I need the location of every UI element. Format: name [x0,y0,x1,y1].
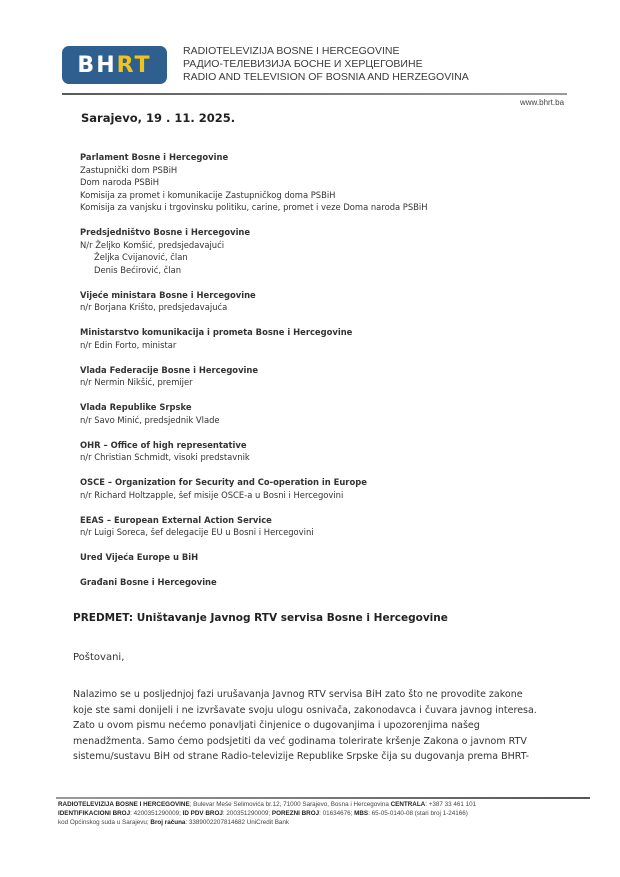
recipient-block [80,576,428,589]
body-line: Nalazimo se u posljednjoj fazi urušavanja Javnog RTV servisa BiH zato što ne provodite zakone [73,689,523,700]
logo-text-rt: RT [116,52,152,78]
recipient-line: Dom naroda PSBiH [80,177,160,187]
recipient-title: Parlament Bosne i Hercegovine [80,152,229,162]
footer-id-value: : 4200351290009; [130,809,183,817]
footer-central-label: CENTRALA [390,801,426,808]
recipient-line: Denis Bećirović, član [94,264,182,275]
footer-mbs-value: : 65-05-0140-08 (stari broj 1-24166) [368,809,468,817]
header-divider [62,93,567,95]
body-line: sistemu/sustavu BiH od strane Radio-televizije Republike Srpske čija su dugovanja prema BHRT- [73,751,530,762]
recipient-line: Zastupnički dom PSBiH [80,164,178,175]
recipient-line: n/r Richard Holtzapple, šef misije OSCE-a u Bosni i Hercegovini [80,489,344,500]
letter-subject: PREDMET: Uništavanje Javnog RTV servisa Bosne i Hercegovine [73,612,448,624]
recipient-block [80,551,428,564]
recipient-line: n/r Edin Forto, ministar [80,339,177,350]
recipient-block [80,401,428,426]
footer-line-3 [58,819,598,828]
recipient-title: OSCE – Organization for Security and Co-operation in Europe [80,477,367,487]
recipient-title: EEAS – European External Action Service [80,514,272,525]
body-line: menadžmenta. Samo ćemo podsjetiti da već godinama tolerirate kršenje Zakona o javnom RTV [73,735,527,747]
footer-tax-label: POREZNI BROJ [271,809,320,817]
recipient-title: Vlada Republike Srpske [80,402,192,412]
footer-id-label: IDENTIFIKACIONI BROJ [58,809,131,817]
recipient-block [80,364,428,389]
footer-org-name: RADIOTELEVIZIJA BOSNE I HERCEGOVINE [58,801,190,808]
recipient-line: Željka Cvijanović, član [94,252,188,262]
recipients-list [80,151,428,601]
recipient-block [80,226,428,276]
recipient-line: Komisija za vanjsku i trgovinsku politiku, carine, promet i veze Doma naroda PSBiH [80,202,428,212]
footer-account-label: Broj računa [150,818,186,826]
footer-line-1 [58,801,598,810]
letter-date: Sarajevo, 19 . 11. 2025. [81,111,236,125]
recipient-line: N/r Željko Komšić, predsjedavajući [80,239,225,250]
recipient-line: Komisija za promet i komunikacije Zastupničkog doma PSBiH [80,189,336,200]
recipient-line: n/r Nermin Nikšić, premijer [80,377,193,387]
recipient-block [80,326,428,351]
recipient-title: Ministarstvo komunikacija i prometa Bosne i Hercegovine [80,327,353,337]
letterhead [62,44,612,104]
footer-account-value: : 3389002207814682 UniCredit Bank [185,818,290,826]
recipient-block [80,289,428,314]
footer-tax-value: : 01634676; [319,809,355,817]
recipient-title: Građani Bosne i Hercegovine [80,577,217,587]
recipient-title: OHR – Office of high representative [80,439,247,450]
org-name-cyrillic: РАДИО-ТЕЛЕВИЗИЈА БОСНЕ И ХЕРЦЕГОВИНЕ [183,58,423,70]
recipient-block [80,439,428,464]
recipient-line: n/r Christian Schmidt, visoki predstavnik [80,452,250,462]
footer-pdv-label: ID PDV BROJ [182,809,223,817]
org-name-latin: RADIOTELEVIZIJA BOSNE I HERCEGOVINE [183,45,400,57]
letter-footer [58,801,598,827]
recipient-title: Vijeće ministara Bosne i Hercegovine [80,289,256,300]
footer-mbs-label: MBS [354,809,369,817]
recipient-title: Predsjedništvo Bosne i Hercegovine [80,227,251,237]
organization-name [183,45,469,84]
footer-line-2 [58,810,598,819]
recipient-line: n/r Luigi Soreca, šef delegacije EU u Bosni i Hercegovini [80,527,314,537]
body-line: koje ste sami donijeli i ne izvršavate svoju ulogu osnivača, zakonodavca i čuvara javnog interesa. [73,704,537,716]
org-name-english: RADIO AND TELEVISION OF BOSNIA AND HERZEGOVINA [183,71,469,83]
footer-pdv-value: : 200351290009; [222,809,272,817]
recipient-line: n/r Borjana Krišto, predsjedavajuća [80,302,228,312]
recipient-title: Vlada Federacije Bosne i Hercegovine [80,364,259,375]
bhrt-logo [62,46,167,84]
recipient-block [80,476,428,501]
footer-divider [56,797,590,799]
letter-body [73,687,593,765]
body-line: Zato u ovom pismu nećemo ponavljati činjenice o dugovanjima i upozorenjima našeg [73,720,480,731]
recipient-block [80,151,428,214]
recipient-line: n/r Savo Minić, predsjednik Vlade [80,414,220,425]
footer-court: kod Općinskog suda u Sarajevu; [58,818,151,826]
footer-phone: : +387 33 461 101 [425,801,477,808]
logo-text-bh: BH [77,52,117,78]
letter-greeting: Poštovani, [73,652,125,663]
footer-address: ; Bulevar Meše Selimovića br.12, 71000 Sarajevo, Bosna i Hercegovina [189,801,391,808]
recipient-block [80,514,428,539]
website-link[interactable]: www.bhrt.ba [520,98,565,107]
recipient-title: Ured Vijeća Europe u BiH [80,552,199,562]
